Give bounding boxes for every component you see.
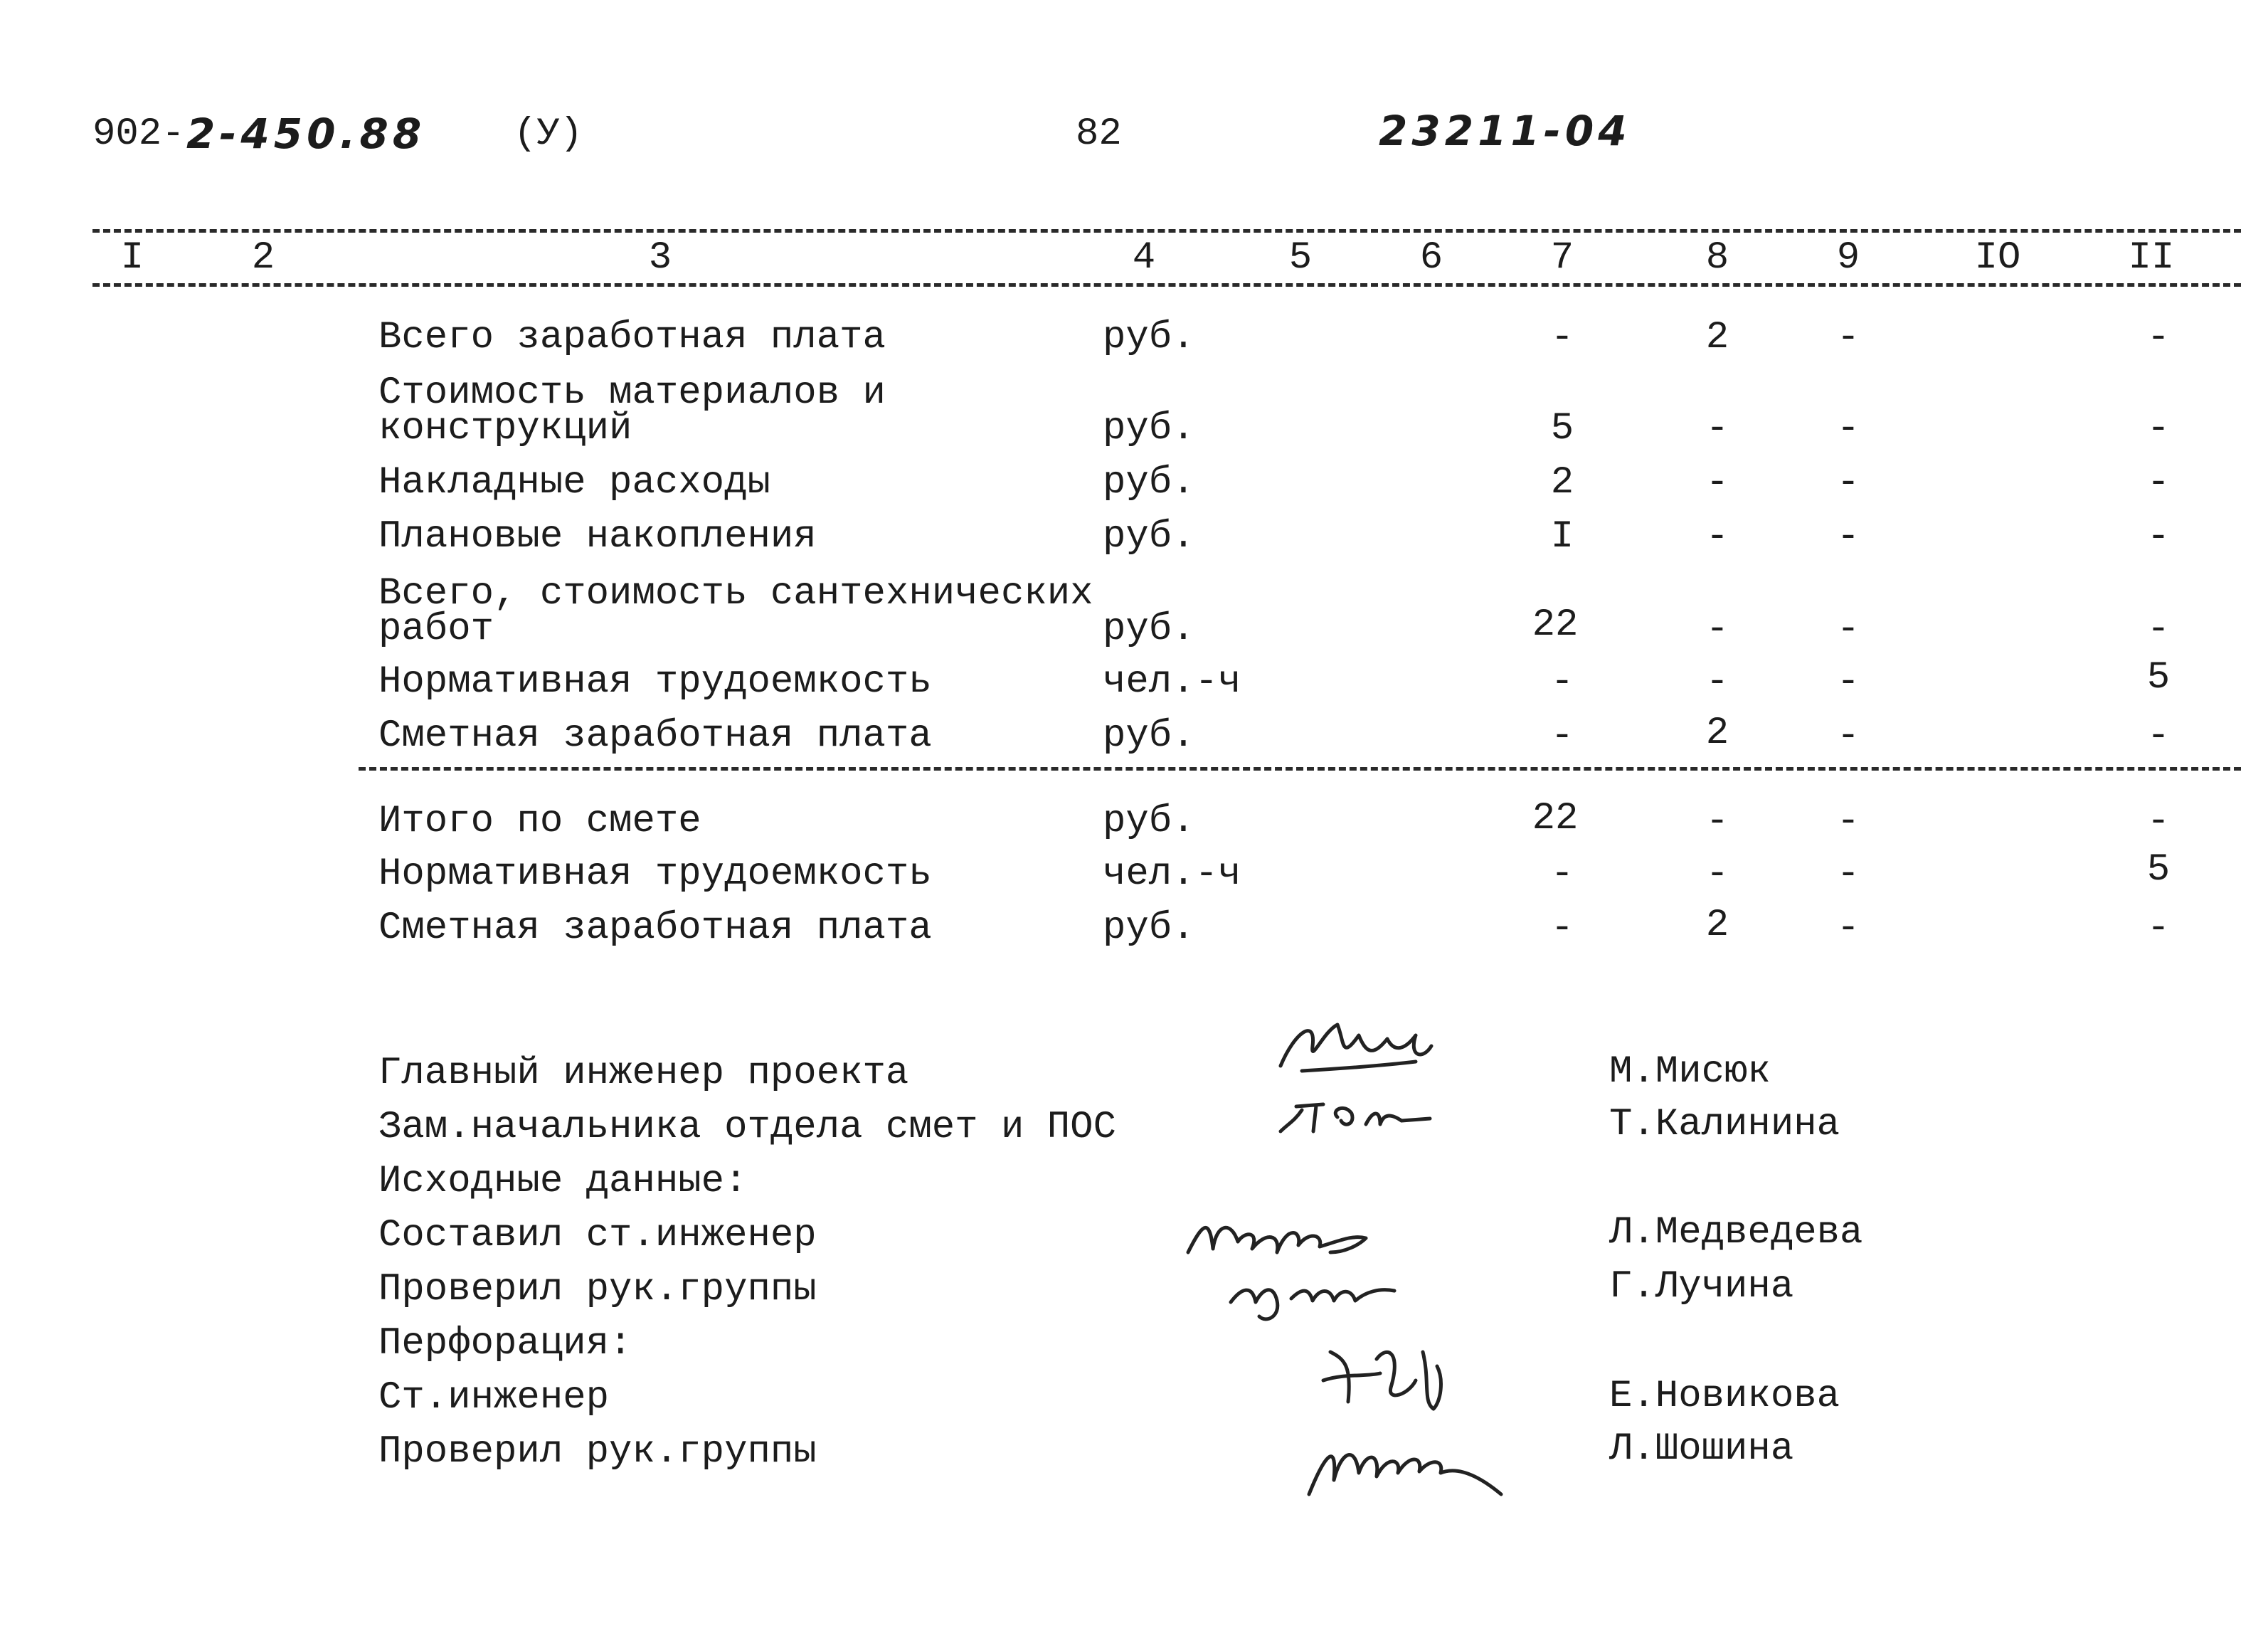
row-col11: - bbox=[2146, 608, 2171, 651]
row-col7: - bbox=[1550, 660, 1574, 704]
row-col7: - bbox=[1550, 714, 1574, 758]
sig-role-checker: Проверил рук.группы bbox=[378, 1268, 817, 1311]
row-col9: - bbox=[1836, 316, 1860, 359]
sig-name-senior-engineer: Е.Новикова bbox=[1609, 1375, 1840, 1418]
col-8: 8 bbox=[1705, 236, 1729, 280]
row-col7: I bbox=[1550, 515, 1574, 559]
totals-col8: - bbox=[1705, 852, 1729, 896]
row-label-cont: работ bbox=[378, 608, 494, 651]
totals-col8: 2 bbox=[1705, 904, 1729, 947]
signature-novikova-icon bbox=[1316, 1338, 1480, 1423]
row-unit: руб. bbox=[1103, 515, 1195, 559]
section-perforation: Перфорация: bbox=[378, 1322, 632, 1365]
row-col8: - bbox=[1705, 660, 1729, 704]
row-col11: - bbox=[2146, 316, 2171, 359]
col-1: I bbox=[120, 236, 144, 280]
col-4: 4 bbox=[1132, 236, 1156, 280]
sig-role-checker-2: Проверил рук.группы bbox=[378, 1430, 817, 1474]
row-label: Всего заработная плата bbox=[378, 316, 886, 359]
totals-col8: - bbox=[1705, 800, 1729, 843]
row-col9: - bbox=[1836, 714, 1860, 758]
row-col8: - bbox=[1705, 407, 1729, 450]
totals-col11: 5 bbox=[2146, 848, 2171, 892]
row-unit: руб. bbox=[1103, 316, 1195, 359]
row-col8: 2 bbox=[1705, 316, 1729, 359]
totals-col7: - bbox=[1550, 852, 1574, 896]
row-unit: руб. bbox=[1103, 407, 1195, 450]
sig-role-compiler: Составил ст.инженер bbox=[378, 1214, 817, 1257]
sig-role-senior-engineer: Ст.инженер bbox=[378, 1376, 610, 1420]
totals-col7: - bbox=[1550, 907, 1574, 950]
section-source-data: Исходные данные: bbox=[378, 1160, 748, 1203]
row-col7: 22 bbox=[1532, 603, 1579, 647]
totals-col9: - bbox=[1836, 800, 1860, 843]
row-col9: - bbox=[1836, 515, 1860, 559]
totals-col9: - bbox=[1836, 907, 1860, 950]
totals-unit: руб. bbox=[1103, 907, 1195, 950]
row-col11: - bbox=[2146, 714, 2171, 758]
totals-col7: 22 bbox=[1532, 797, 1579, 840]
row-col11: - bbox=[2146, 515, 2171, 559]
col-6: 6 bbox=[1419, 236, 1443, 280]
row-col8: - bbox=[1705, 515, 1729, 559]
row-col8: - bbox=[1705, 461, 1729, 504]
page-number: 82 bbox=[1076, 112, 1122, 156]
totals-col11: - bbox=[2146, 800, 2171, 843]
sig-name-checker-2: Л.Шошина bbox=[1609, 1427, 1794, 1471]
row-col9: - bbox=[1836, 660, 1860, 704]
row-label: Стоимость материалов и bbox=[378, 371, 886, 415]
col-2: 2 bbox=[251, 236, 275, 280]
sig-name-compiler: Л.Медведева bbox=[1609, 1211, 1863, 1254]
signature-kalinina-icon bbox=[1273, 1082, 1444, 1146]
header-bottom-rule bbox=[92, 283, 2241, 287]
row-col7: 2 bbox=[1550, 461, 1574, 504]
totals-unit: чел.-ч bbox=[1103, 852, 1241, 896]
row-col11: - bbox=[2146, 407, 2171, 450]
totals-col11: - bbox=[2146, 907, 2171, 950]
totals-unit: руб. bbox=[1103, 800, 1195, 843]
totals-col9: - bbox=[1836, 852, 1860, 896]
sig-role-deputy-head: Зам.начальника отдела смет и ПОС bbox=[378, 1106, 1116, 1149]
row-unit: руб. bbox=[1103, 608, 1195, 651]
sig-name-chief-engineer: М.Мисюк bbox=[1609, 1050, 1771, 1094]
totals-rule bbox=[359, 767, 2241, 771]
row-col8: - bbox=[1705, 608, 1729, 651]
row-unit: чел.-ч bbox=[1103, 660, 1241, 704]
doc-code: 23211-04 bbox=[1379, 107, 1631, 155]
col-9: 9 bbox=[1836, 236, 1860, 280]
signature-luchina-icon bbox=[1224, 1259, 1423, 1331]
header-top-rule bbox=[92, 229, 2241, 233]
col-10: IO bbox=[1974, 236, 2021, 280]
row-label-cont: конструкций bbox=[378, 407, 632, 450]
row-label: Накладные расходы bbox=[378, 461, 770, 504]
row-label: Сметная заработная плата bbox=[378, 714, 932, 758]
row-col11: - bbox=[2146, 461, 2171, 504]
col-11: II bbox=[2128, 236, 2175, 280]
row-col11: 5 bbox=[2146, 656, 2171, 699]
row-col9: - bbox=[1836, 608, 1860, 651]
row-unit: руб. bbox=[1103, 714, 1195, 758]
row-label: Плановые накопления bbox=[378, 515, 817, 559]
totals-label: Сметная заработная плата bbox=[378, 907, 932, 950]
doc-number-handwritten: 2-450.88 bbox=[186, 110, 426, 158]
sig-name-deputy-head: Т.Калинина bbox=[1609, 1103, 1840, 1146]
sig-name-checker: Г.Лучина bbox=[1609, 1265, 1794, 1309]
doc-variant: (У) bbox=[514, 112, 583, 156]
sig-role-chief-engineer: Главный инженер проекта bbox=[378, 1052, 909, 1095]
totals-label: Нормативная трудоемкость bbox=[378, 852, 932, 896]
totals-label: Итого по смете bbox=[378, 800, 701, 843]
signature-shoshina-icon bbox=[1302, 1423, 1515, 1516]
col-5: 5 bbox=[1288, 236, 1313, 280]
row-unit: руб. bbox=[1103, 461, 1195, 504]
row-col8: 2 bbox=[1705, 712, 1729, 755]
row-col7: - bbox=[1550, 316, 1574, 359]
col-3: 3 bbox=[648, 236, 672, 280]
signature-misyuk-icon bbox=[1273, 1003, 1444, 1082]
row-label: Нормативная трудоемкость bbox=[378, 660, 932, 704]
col-7: 7 bbox=[1550, 236, 1574, 280]
row-col9: - bbox=[1836, 407, 1860, 450]
row-col7: 5 bbox=[1550, 407, 1574, 450]
row-col9: - bbox=[1836, 461, 1860, 504]
doc-prefix: 902- bbox=[92, 112, 185, 156]
row-label: Всего, стоимость сантехнических bbox=[378, 572, 1093, 615]
